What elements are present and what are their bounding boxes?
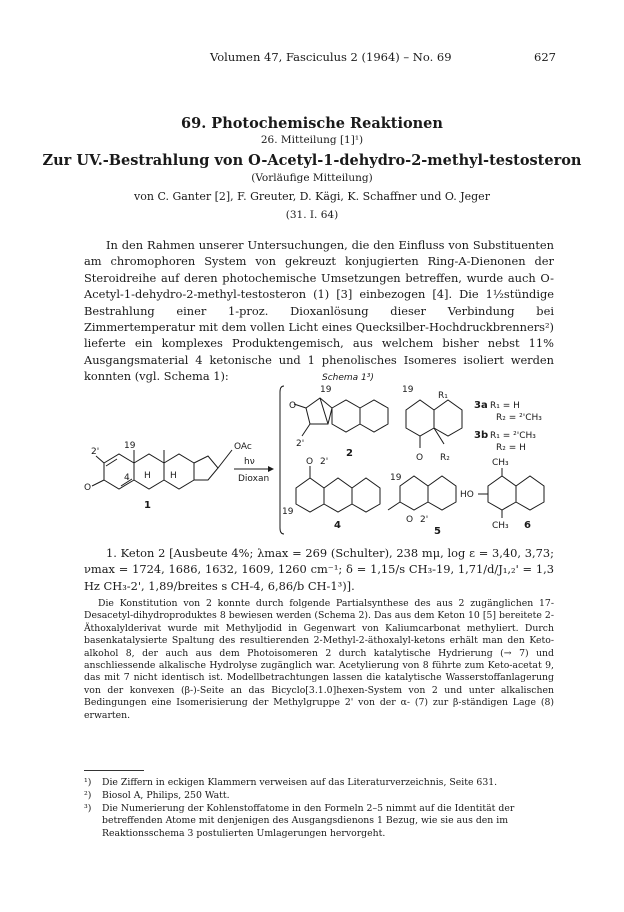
compound-5-number: 5 (434, 526, 441, 537)
result-keton-2: 1. Keton 2 [Ausbeute 4%; λmax = 269 (Schulter), 238 mμ, log ε = 3,40, 3,73; νmax = 1724, 1686, 1632, 1609, 1260 cm⁻¹; δ = 1,15/s CH₃-19, 1,71/d/J₁,₂' = 1,3 Hz CH₃-2', 1,89/breites s CH-4, 6,86/b CH-1³)]. (84, 546, 554, 593)
compound-2-number: 2 (346, 448, 353, 459)
page-number: 627 (534, 50, 556, 64)
compound-3a-r2: R₂ = ²'CH₃ (496, 413, 542, 423)
compound-1-pos-19: 19 (124, 441, 136, 451)
compound-3a-label: 3a (474, 400, 488, 411)
compound-3-r1: R₁ (438, 391, 448, 401)
compound-2-structure (294, 398, 388, 436)
footnote-3-text: Die Numerierung der Kohlenstoffatome in den Formeln 2–5 nimmt auf die Identität der betreffenden Atome mit denjenigen des Ausgangsdienons 1 Bezug, wie sie aus den im Reaktionsschema 3 postulierten Umlagerungen hervorgeht. (102, 803, 515, 839)
communication-number: 26. Mitteilung [1]¹) (260, 134, 364, 146)
compound-1-pos-2p: 2' (91, 447, 100, 457)
compound-3b-label: 3b (474, 430, 489, 441)
received-date: (31. I. 64) (285, 209, 339, 221)
compound-6-structure (478, 468, 544, 518)
compound-1-oac-label: OAc (234, 442, 252, 452)
compound-3-pos-19: 19 (402, 385, 414, 395)
footnote-1 (84, 777, 554, 789)
compound-6-methyl-bottom: CH₃ (492, 521, 509, 531)
intro-paragraph: In den Rahmen unserer Untersuchungen, die den Einfluss von Substituenten am chromophoren System von gekreuzt konjugierten Ring-A-Dienonen der Steroidreihe auf deren photochemische Umsetzungen betreffen, wurde auch O-Acetyl-1-dehydro-2-methyl-testosteron (1) [3] einbezogen [4]. Die 1½stündige Bestrahlung einer 1-proz. Dioxanlösung dieser Verbindung bei Zimmertemperatur mit dem vollen Licht eines Quecksilber-Hochdruckbrenners²) lieferte ein komplexes Produktengemisch, aus welchem bisher nebst 11% Ausgangsmaterial 4 ketonische und 1 phenolisches Isomeres isoliert werden konnten (vgl. Schema 1): (84, 238, 554, 384)
article-title: Zur UV.-Bestrahlung von O-Acetyl-1-dehydro-2-methyl-testosteron (42, 152, 582, 169)
compound-3b-r2: R₂ = H (496, 443, 526, 453)
compound-3-r2: R₂ (440, 453, 450, 463)
footnote-3-number: ³) (84, 803, 92, 814)
compound-1-h-label-2: H (170, 471, 177, 481)
compound-3-oxo-label: O (416, 453, 424, 463)
compound-6-methyl-top: CH₃ (492, 458, 509, 468)
author-list: von C. Ganter [2], F. Greuter, D. Kägi, K. Schaffner und O. Jeger (134, 190, 490, 203)
compound-4-pos-2p: 2' (320, 457, 329, 467)
compound-3a-r1: R₁ = H (490, 401, 520, 411)
article-series-title: 69. Photochemische Reaktionen (181, 115, 443, 132)
compound-1-h-label: H (144, 471, 151, 481)
footnote-1-text: Die Ziffern in eckigen Klammern verweisen auf das Literaturverzeichnis, Seite 631. (102, 777, 498, 788)
compound-1-oxo-label: O (84, 483, 92, 493)
compound-5-pos-2p: 2' (420, 515, 429, 525)
footnote-3 (84, 803, 554, 840)
compound-4-pos-19: 19 (282, 507, 294, 517)
compound-2-pos-19: 19 (320, 385, 332, 395)
compound-1-structure (92, 450, 232, 489)
compound-4-oxo-label: O (306, 457, 314, 467)
footnote-1-number: ¹) (84, 777, 92, 788)
footnote-rule (84, 770, 144, 771)
detail-paragraph: Die Konstitution von 2 konnte durch folgende Partialsynthese des aus 2 zugänglichen 17-Desacetyl-dihydroproduktes 8 bewiesen werden (Schema 2). Das aus dem Keton 10 [5] bereitete 2-Äthoxalylderivat wurde mit Methyljodid in Gegenwart von Kaliumcarbonat methyliert. Durch basenkatalysierte Spaltung des resultierenden 2-Methyl-2-äthoxalyl-ketons erhält man den Keto-alkohol 8, der auch aus dem Photoisomeren 2 durch katalytische Hydrierung (→ 7) und anschliessende alkalische Hydrolyse zugänglich war. Acetylierung von 8 führte zum Keto-acetat 9, das mit 7 nicht identisch ist. Modellbetrachtungen lassen die katalytische Wasserstoffanlagerung von der konvexen (β-)-Seite an das Bicyclo[3.1.0]hexen-System von 2 und unter alkalischen Bedingungen eine Isomerisierung der Methylgruppe 2' von der α- (7) zur β-ständigen Lage (8) erwarten. (84, 598, 554, 721)
compound-3-structure (406, 400, 462, 448)
compound-4-number: 4 (334, 520, 341, 531)
compound-5-pos-19: 19 (390, 473, 402, 483)
compound-4-structure (296, 466, 380, 512)
running-header: Volumen 47, Fasciculus 2 (1964) – No. 69 (210, 50, 452, 64)
preliminary-note: (Vorläufige Mitteilung) (251, 172, 373, 184)
compound-2-oxo-label: O (289, 401, 297, 411)
footnote-2 (84, 790, 554, 802)
reaction-scheme (84, 368, 554, 538)
reaction-arrow-head (268, 466, 274, 472)
compound-2-pos-2p: 2' (296, 439, 305, 449)
compound-1-pos-4: 4 (124, 473, 130, 483)
footnote-2-text: Biosol A, Philips, 250 Watt. (102, 790, 230, 801)
compound-6-hydroxy: HO (460, 490, 474, 500)
scheme-drawing (84, 368, 554, 538)
compound-6-number: 6 (524, 520, 531, 531)
footnote-2-number: ²) (84, 790, 92, 801)
compound-5-oxo-label: O (406, 515, 414, 525)
compound-1-number: 1 (144, 500, 151, 511)
compound-3b-r1: R₁ = ²'CH₃ (490, 431, 536, 441)
arrow-light-label: hν (244, 457, 255, 467)
arrow-solvent-label: Dioxan (238, 474, 270, 484)
scheme-caption: Schema 1³) (322, 373, 374, 383)
